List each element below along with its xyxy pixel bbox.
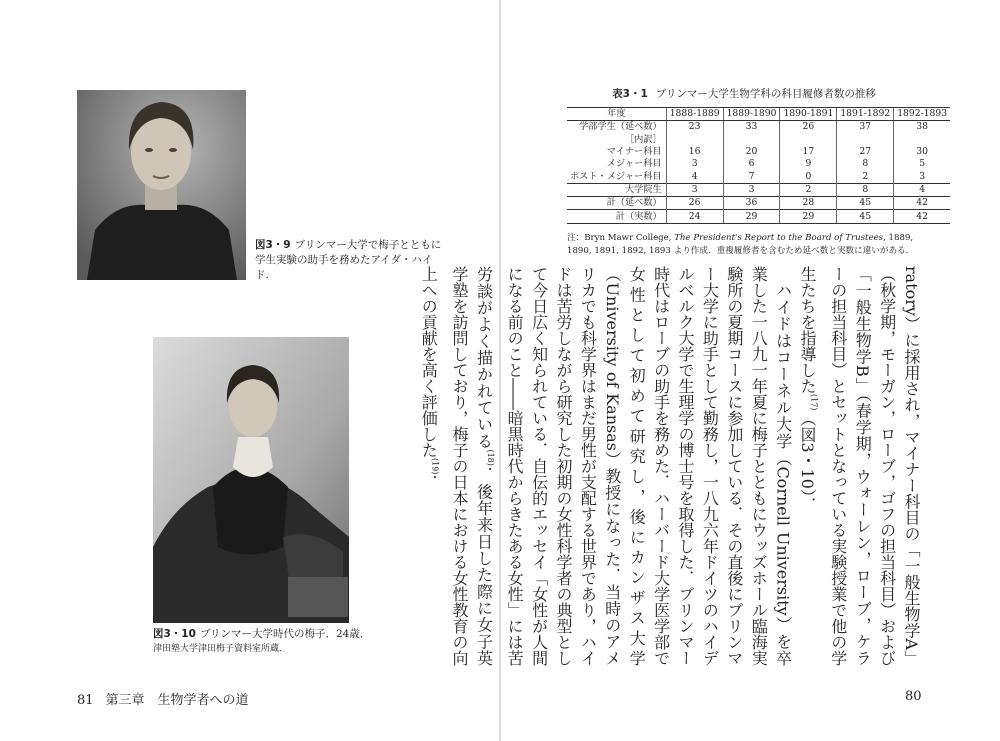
table-cell: 7 <box>723 170 780 183</box>
table-cell: 3 <box>666 158 723 170</box>
table-cell: 36 <box>723 197 780 210</box>
table-note-prefix: 注：Bryn Mawr College, <box>567 233 675 243</box>
row-label: ［内訳］ <box>624 133 662 145</box>
chapter-title: 第三章 生物学者への道 <box>105 693 249 708</box>
table-row <box>567 134 950 146</box>
table-row <box>567 197 950 210</box>
page-number: 80 <box>905 689 922 704</box>
figure-label: 図3・9 <box>255 239 291 251</box>
table-cell: 26 <box>666 197 723 210</box>
paragraph-text: ．後年来日した際に女子英学塾を訪問しており，梅子の日本における女性教育の向上への貢献を高く評価した <box>419 266 494 667</box>
table-cell: 29 <box>723 210 780 223</box>
figure-credit: 津田塾大学津田梅子資料室所蔵． <box>153 644 289 654</box>
paragraph-text: ratory）に採用され，マイナー科目の「一般生物学A」（秋学期，モーガン，ローブ，ゴフの担当科目）および「一般生物学B」（春学期，ウォーレン，ローブ，ケラーの担当科目）とセットとなっている実験授業で他の学生たちを指導した <box>798 266 921 666</box>
table-cell: 38 <box>894 121 950 134</box>
table-row <box>567 170 950 183</box>
table-cell: 8 <box>837 183 894 196</box>
table-header-row <box>567 108 950 121</box>
row-label: 大学院生 <box>567 183 666 196</box>
row-label: 計（実数） <box>567 210 666 223</box>
page-number: 81 <box>77 693 94 708</box>
figure-label: 図3・10 <box>153 628 196 640</box>
table-cell <box>666 134 723 146</box>
table-cell: 4 <box>666 170 723 183</box>
table-cell: 2 <box>837 170 894 183</box>
column-header: 1891-1892 <box>837 108 894 121</box>
table-cell <box>780 134 837 146</box>
figure-caption-text: ブリンマー大学で梅子とともに学生実験の助手を務めたアイダ・ハイド. <box>255 239 442 281</box>
table-cell: 26 <box>780 121 837 134</box>
table-cell: 9 <box>780 158 837 170</box>
table-cell: 37 <box>837 121 894 134</box>
table-cell: 24 <box>666 210 723 223</box>
paragraph <box>416 266 795 666</box>
table-note <box>567 232 927 258</box>
table-row <box>567 121 950 134</box>
figure-caption-text: ブリンマー大学時代の梅子．24歳． <box>199 628 371 640</box>
reference-mark: (17) <box>809 394 819 411</box>
table-cell <box>837 134 894 146</box>
table-row <box>567 210 950 223</box>
body-text <box>419 266 923 667</box>
table-cell <box>723 134 780 146</box>
paragraph-text: ハイドはコーネル大学（Cornell University）を卒業した一八九一年夏に梅子とともにウッズホール臨海実験所の夏期コースに参加している．その直後にブリンマー大学に助手として勤務し，一八九六年ドイツのハイデルベルク大学で生理学の博士号を取得した．ブリンマー時代はローブの助手を務めた．ハーバード大学医学部で女性として初めて研究し，後にカンザス大学（University of Kansas）教授になった．当時のアメリカでも科学界はまだ男性が支配する世界であり，ハイドは苦労しながら研究した初期の女性科学者の典型として今日広く知られている．自伝的エッセイ「女性が人間になる前のこと――暗黒時代からきたある女性」には苦労談がよく描かれている <box>474 266 793 666</box>
column-header: 1892-1893 <box>894 108 950 121</box>
row-label: メジャー科目 <box>606 158 662 170</box>
photo-umeko-tsuda <box>153 337 349 623</box>
table-cell: 45 <box>837 197 894 210</box>
table-cell <box>894 134 950 146</box>
table-row <box>567 183 950 196</box>
table-cell: 2 <box>780 183 837 196</box>
table-cell: 4 <box>894 183 950 196</box>
row-label: ポスト・メジャー科目 <box>570 170 662 182</box>
table-cell: 17 <box>780 146 837 158</box>
table-cell: 20 <box>723 146 780 158</box>
table-note-source-title: The President's Report to the Board of Trustees <box>674 233 884 243</box>
figure-3-10-caption <box>153 627 413 657</box>
enrollment-table <box>567 107 950 224</box>
table-cell: 3 <box>723 183 780 196</box>
table-cell: 16 <box>666 146 723 158</box>
table-cell: 27 <box>837 146 894 158</box>
table-cell: 0 <box>780 170 837 183</box>
table-cell: 42 <box>894 197 950 210</box>
column-header: 1890-1891 <box>780 108 837 121</box>
table-row <box>567 146 950 158</box>
reference-mark: (19) <box>430 458 440 475</box>
row-label: 計（延べ数） <box>567 197 666 210</box>
table-cell: 33 <box>723 121 780 134</box>
paragraph-text: ． <box>419 474 439 491</box>
table-title-text: ブリンマー大学生物学科の科目履修者数の推移 <box>655 88 876 100</box>
table-cell: 3 <box>666 183 723 196</box>
table-cell: 29 <box>780 210 837 223</box>
table-cell: 30 <box>894 146 950 158</box>
table-title <box>565 86 923 101</box>
row-label: 学部学生（延べ数） <box>579 121 662 133</box>
row-label: マイナー科目 <box>606 146 662 158</box>
table-cell: 5 <box>894 158 950 170</box>
table-cell: 28 <box>780 197 837 210</box>
paragraph-text: （図3・10）． <box>798 410 818 513</box>
reference-mark: (18) <box>485 449 495 466</box>
photo-ida-hyde <box>77 90 246 280</box>
portrait-seated-woman-icon <box>153 337 349 623</box>
footer-right <box>905 689 922 704</box>
column-header: 1888-1889 <box>666 108 723 121</box>
paragraph <box>795 266 923 666</box>
column-header: 年度 <box>567 108 666 121</box>
table-cell: 8 <box>837 158 894 170</box>
portrait-woman-icon <box>77 90 246 280</box>
table-cell: 42 <box>894 210 950 223</box>
footer-left <box>77 689 249 708</box>
table-cell: 45 <box>837 210 894 223</box>
table-cell: 23 <box>666 121 723 134</box>
table-cell: 6 <box>723 158 780 170</box>
table-label: 表3・1 <box>612 88 648 100</box>
column-header: 1889-1890 <box>723 108 780 121</box>
table-note-suffix: , 1889, 1890, 1891, 1892, 1893 より作成．重複履修者を含むため延べ数と実数に違いがある． <box>567 233 915 256</box>
table-row <box>567 158 950 170</box>
table-cell: 3 <box>894 170 950 183</box>
